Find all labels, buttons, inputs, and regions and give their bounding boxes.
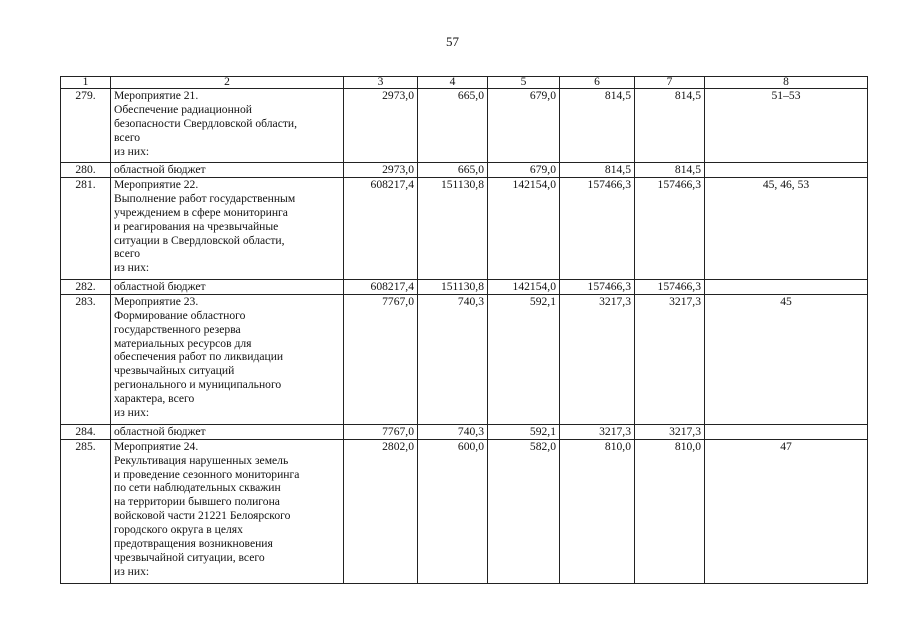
table-row <box>61 439 868 583</box>
value-cell: 151130,8 <box>418 177 488 279</box>
row-description: областной бюджет <box>111 163 344 178</box>
program-activities-table <box>60 76 868 584</box>
column-number-row <box>61 77 868 89</box>
row-description: областной бюджет <box>111 424 344 439</box>
column-header: 1 <box>61 77 111 89</box>
value-cell: 608217,4 <box>344 177 418 279</box>
value-cell: 592,1 <box>488 424 560 439</box>
value-cell: 2973,0 <box>344 163 418 178</box>
column-header: 3 <box>344 77 418 89</box>
table-row <box>61 89 868 163</box>
target-indicator-cell <box>705 279 868 294</box>
value-cell: 3217,3 <box>635 294 705 424</box>
value-cell: 740,3 <box>418 294 488 424</box>
table-row <box>61 294 868 424</box>
value-cell: 2802,0 <box>344 439 418 583</box>
target-indicator-cell: 47 <box>705 439 868 583</box>
value-cell: 157466,3 <box>635 279 705 294</box>
table-row <box>61 424 868 439</box>
row-number: 285. <box>61 439 111 583</box>
value-cell: 592,1 <box>488 294 560 424</box>
value-cell: 7767,0 <box>344 294 418 424</box>
target-indicator-cell: 45 <box>705 294 868 424</box>
value-cell: 7767,0 <box>344 424 418 439</box>
value-cell: 3217,3 <box>560 294 635 424</box>
row-description: Мероприятие 21. Обеспечение радиационной безопасности Свердловской области, всего из них: <box>111 89 344 163</box>
value-cell: 679,0 <box>488 163 560 178</box>
page-number: 57 <box>446 34 459 49</box>
table-row <box>61 163 868 178</box>
value-cell: 2973,0 <box>344 89 418 163</box>
row-number: 284. <box>61 424 111 439</box>
row-description: Мероприятие 24. Рекультивация нарушенных земель и проведение сезонного мониторинга по сети наблюдательных скважин на территории бывшего полигона войсковой части 21221 Белоярского городского округа в целях предотвращения возникновения чрезвычайной ситуации, всего из них: <box>111 439 344 583</box>
value-cell: 151130,8 <box>418 279 488 294</box>
value-cell: 142154,0 <box>488 279 560 294</box>
value-cell: 157466,3 <box>560 279 635 294</box>
value-cell: 608217,4 <box>344 279 418 294</box>
target-indicator-cell <box>705 424 868 439</box>
column-header: 8 <box>705 77 868 89</box>
row-description: областной бюджет <box>111 279 344 294</box>
target-indicator-cell: 51–53 <box>705 89 868 163</box>
value-cell: 665,0 <box>418 163 488 178</box>
row-number: 283. <box>61 294 111 424</box>
column-header: 6 <box>560 77 635 89</box>
row-number: 279. <box>61 89 111 163</box>
value-cell: 142154,0 <box>488 177 560 279</box>
value-cell: 740,3 <box>418 424 488 439</box>
row-number: 280. <box>61 163 111 178</box>
value-cell: 582,0 <box>488 439 560 583</box>
value-cell: 679,0 <box>488 89 560 163</box>
row-number: 281. <box>61 177 111 279</box>
value-cell: 814,5 <box>635 89 705 163</box>
value-cell: 810,0 <box>635 439 705 583</box>
table-row <box>61 279 868 294</box>
column-header: 5 <box>488 77 560 89</box>
column-header: 2 <box>111 77 344 89</box>
value-cell: 3217,3 <box>560 424 635 439</box>
row-description: Мероприятие 22. Выполнение работ государственным учреждением в сфере мониторинга и реагирования на чрезвычайные ситуации в Свердловской области, всего из них: <box>111 177 344 279</box>
value-cell: 600,0 <box>418 439 488 583</box>
column-header: 7 <box>635 77 705 89</box>
value-cell: 3217,3 <box>635 424 705 439</box>
column-header: 4 <box>418 77 488 89</box>
value-cell: 157466,3 <box>560 177 635 279</box>
target-indicator-cell <box>705 163 868 178</box>
row-number: 282. <box>61 279 111 294</box>
value-cell: 665,0 <box>418 89 488 163</box>
row-description: Мероприятие 23. Формирование областного государственного резерва материальных ресурсов для обеспечения работ по ликвидации чрезвычайных ситуаций регионального и муниципального характера, всего из них: <box>111 294 344 424</box>
target-indicator-cell: 45, 46, 53 <box>705 177 868 279</box>
value-cell: 157466,3 <box>635 177 705 279</box>
value-cell: 814,5 <box>560 89 635 163</box>
value-cell: 814,5 <box>635 163 705 178</box>
table-row <box>61 177 868 279</box>
value-cell: 810,0 <box>560 439 635 583</box>
value-cell: 814,5 <box>560 163 635 178</box>
